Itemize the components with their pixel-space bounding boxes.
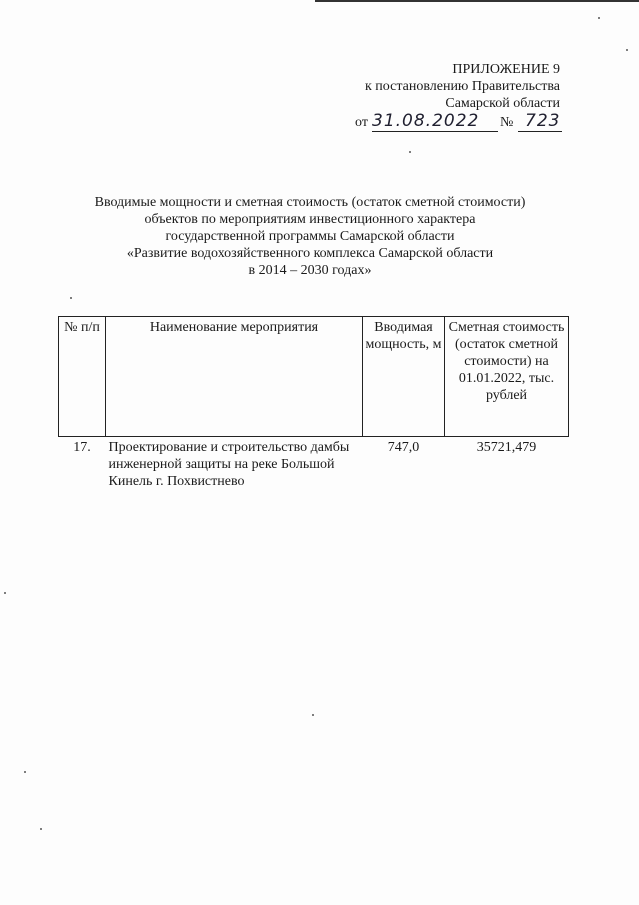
number-underline xyxy=(518,131,562,132)
row-cost: 35721,479 xyxy=(476,440,537,455)
date-prefix: от xyxy=(355,115,368,130)
handwritten-date: 31.08.2022 xyxy=(372,111,480,131)
appendix-region: Самарской области xyxy=(445,96,560,111)
scan-speck xyxy=(40,828,42,830)
scan-speck xyxy=(626,49,628,51)
header-capacity: Вводимая мощность, м xyxy=(363,317,445,437)
scan-speck xyxy=(598,17,600,19)
table-header-row xyxy=(59,317,569,437)
scan-speck xyxy=(4,592,6,594)
appendix-header xyxy=(365,61,560,112)
scan-speck xyxy=(24,771,26,773)
scan-speck xyxy=(70,297,72,299)
number-prefix: № xyxy=(500,115,514,130)
scan-speck xyxy=(409,151,411,153)
title-line: объектов по мероприятиям инвестиционного характера xyxy=(144,212,476,227)
appendix-title: ПРИЛОЖЕНИЕ 9 xyxy=(452,62,560,77)
title-line: государственной программы Самарской области xyxy=(165,229,455,244)
document-title xyxy=(60,194,560,279)
row-capacity: 747,0 xyxy=(387,440,420,455)
header-name: Наименование мероприятия xyxy=(106,317,363,437)
row-num: 17. xyxy=(73,440,91,455)
scan-top-border xyxy=(315,0,639,2)
title-line: в 2014 – 2030 годах» xyxy=(248,263,372,278)
investment-table xyxy=(58,316,569,492)
title-line: Вводимые мощности и сметная стоимость (остаток сметной стоимости) xyxy=(94,195,526,210)
handwritten-number: 723 xyxy=(525,111,561,131)
header-num: № п/п xyxy=(59,317,106,437)
date-underline xyxy=(372,131,498,132)
header-cost: Сметная стоимость (остаток сметной стоимости) на 01.01.2022, тыс. рублей xyxy=(445,317,569,437)
row-name: Проектирование и строительство дамбы инженерной защиты на реке Большой Кинель г. Похвистнево xyxy=(108,440,350,489)
title-line: «Развитие водохозяйственного комплекса Самарской области xyxy=(126,246,494,261)
table-row xyxy=(59,437,569,493)
appendix-reference: к постановлению Правительства xyxy=(364,79,560,94)
scan-speck xyxy=(312,714,314,716)
